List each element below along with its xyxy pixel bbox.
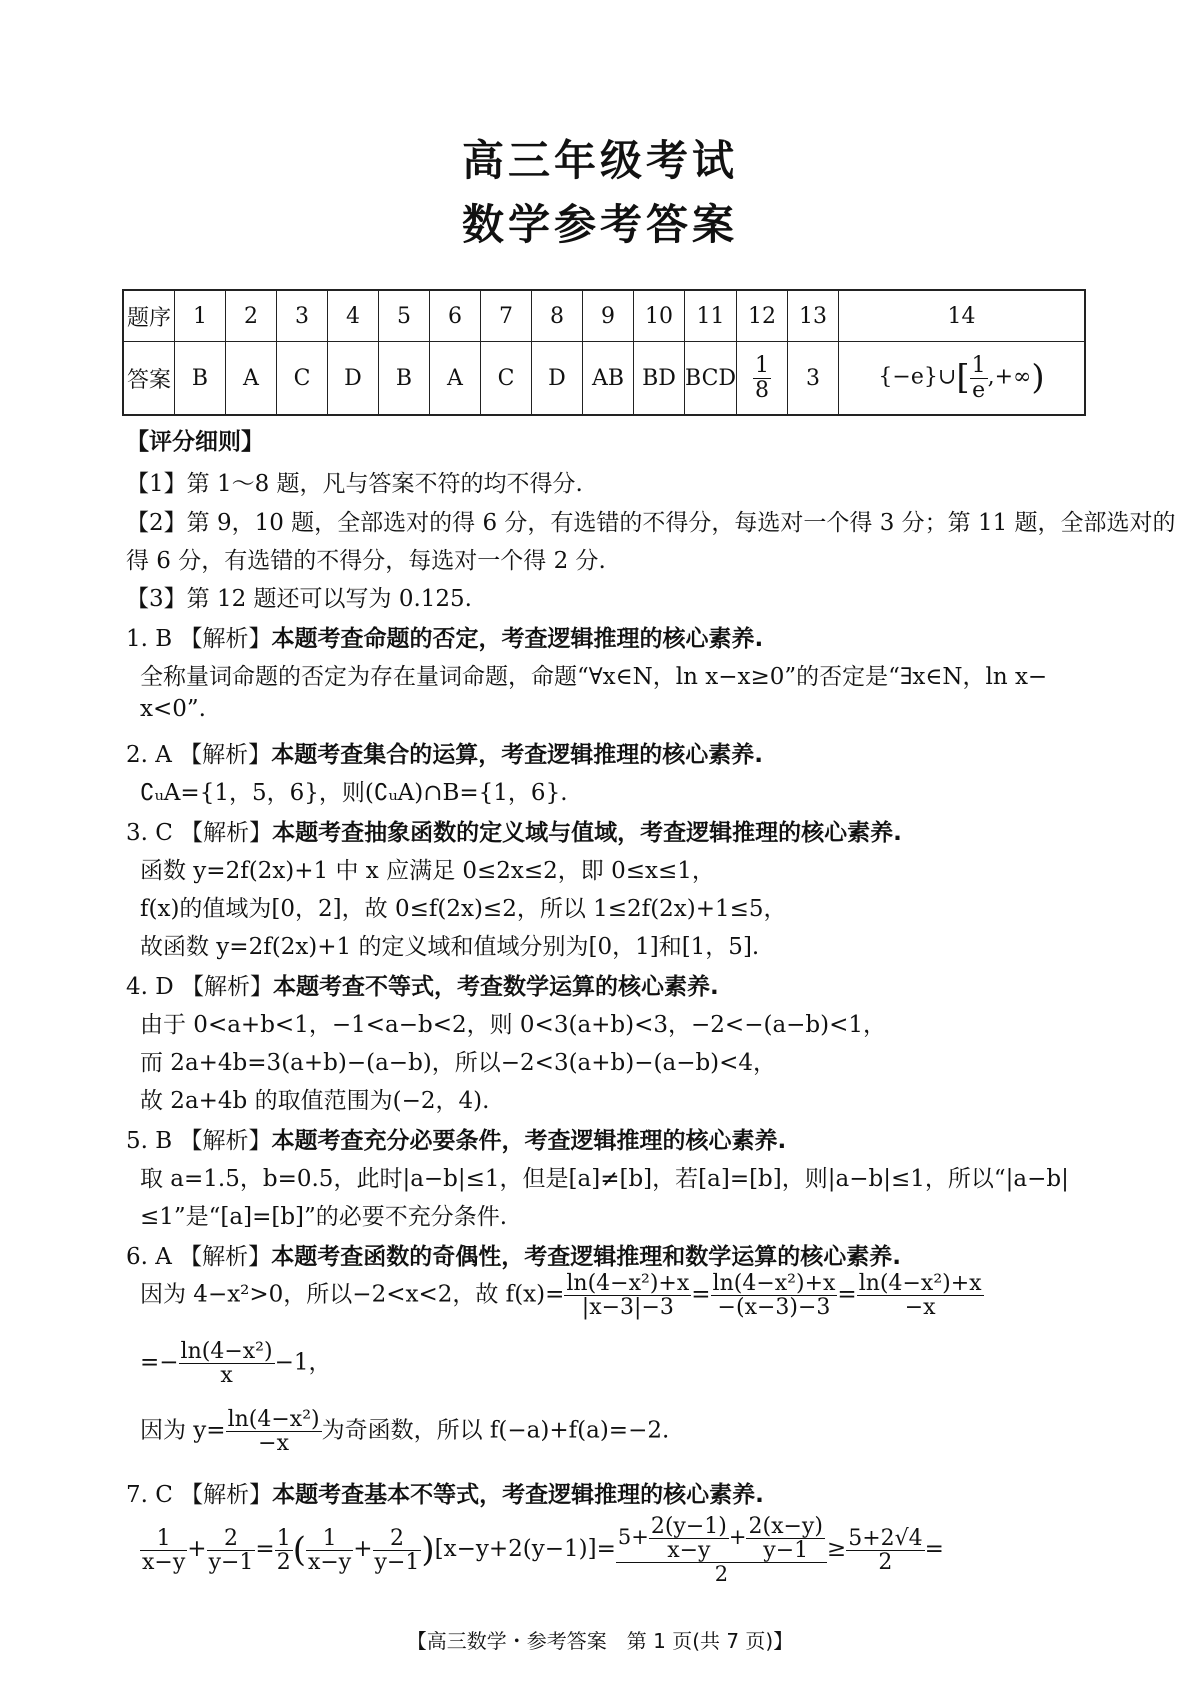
table-cell: 7 [481,290,532,342]
numerator: 2(y−1) [650,1514,727,1539]
equals-sign: = [837,1281,857,1308]
solution-summary: 本题考查函数的奇偶性，考查逻辑推理和数学运算的核心素养. [271,1244,901,1270]
solution-text: 取 a=1.5，b=0.5，此时|a−b|≤1，但是[a]≠[b]，若[a]=[b]，则|a−b|≤1，所以“|a−b| [140,1166,1069,1192]
solution-heading [126,1476,764,1509]
equation-line [140,1340,331,1387]
page-subtitle: 数学参考答案 [461,200,738,249]
denominator: x [220,1363,233,1389]
denominator: 2 [276,1549,291,1575]
equation-text: 因为 y= [140,1417,226,1444]
table-cell: 4 [328,290,379,342]
grading-rule: 得 6 分，有选错的不得分，每选对一个得 2 分. [126,548,606,574]
solution-text: 故 2a+4b 的取值范围为(−2，4). [140,1088,490,1114]
equation-text: −1， [274,1349,332,1376]
table-cell: C [277,342,328,416]
answer-text: ,+∞ [987,365,1032,390]
solution-heading [126,1238,901,1271]
table-cell: 14 [839,290,1085,342]
fraction [226,1408,322,1455]
solution-text: 而 2a+4b=3(a+b)−(a−b)，所以−2<3(a+b)−(a−b)<4， [140,1050,777,1076]
table-cell: D [328,342,379,416]
numerator: 5+2√4 [848,1525,923,1551]
solution-heading [126,814,902,847]
numerator: 2(x−y) [748,1514,823,1539]
denominator: x−y [667,1538,711,1564]
denominator: −x [258,1431,290,1457]
solution-label: 5. B 【解析】 [126,1128,272,1154]
fraction [373,1527,422,1574]
plus-sign: + [728,1525,747,1550]
denominator: −(x−3)−3 [717,1295,831,1321]
fraction [179,1340,275,1387]
table-cell: 10 [634,290,685,342]
table-cell: 5 [379,290,430,342]
plus-sign: + [353,1536,373,1563]
table-cell: 8 [532,290,583,342]
fraction [846,1527,924,1574]
table-cell: D [532,342,583,416]
paren: ( [292,1530,306,1571]
solution-heading [126,620,763,653]
numerator: ln(4−x²) [180,1339,273,1364]
solution-label: 4. D 【解析】 [126,974,274,1000]
solution-text: 函数 y=2f(2x)+1 中 x 应满足 0≤2x≤2，即 0≤x≤1， [140,858,715,884]
solution-heading [126,1122,786,1155]
table-row [123,290,1085,342]
solution-text: 故函数 y=2f(2x)+1 的定义域和值域分别为[0，1]和[1，5]. [140,934,760,960]
equals-sign: = [691,1281,711,1308]
fraction [746,1515,824,1562]
table-cell: 11 [685,290,737,342]
table-cell: 3 [788,342,839,416]
grading-rule: 【3】第 12 题还可以写为 0.125. [126,586,472,612]
table-cell: B [379,342,430,416]
grading-heading: 【评分细则】 [126,429,264,455]
solution-summary: 本题考查充分必要条件，考查逻辑推理的核心素养. [271,1128,787,1154]
table-cell: AB [583,342,634,416]
table-cell: A [226,342,277,416]
table-cell: {−e}∪[ $\frac{1}{e}$ ,+∞) [839,342,1085,416]
compound-fraction [616,1515,827,1585]
table-cell: BD [634,342,685,416]
denominator: x−y [142,1549,186,1575]
solution-summary: 本题考查不等式，考查数学运算的核心素养. [273,974,719,1000]
fraction [753,354,771,401]
numerator: 1 [276,1525,291,1551]
table-cell: A [430,342,481,416]
solution-summary: 本题考查基本不等式，考查逻辑推理的核心素养. [272,1482,764,1508]
numerator: 1 [140,1527,187,1551]
equation-text: [x−y+2(y−1)]= [434,1536,616,1563]
fraction [207,1527,256,1574]
table-cell [737,342,788,416]
solution-label: 6. A 【解析】 [126,1244,272,1270]
table-cell: 3 [277,290,328,342]
solution-text: f(x)的值域为[0，2]，故 0≤f(2x)≤2，所以 1≤2f(2x)+1≤5， [140,896,787,922]
equals-sign: = [924,1536,944,1563]
fraction [306,1527,353,1574]
solution-heading [126,736,763,769]
table-cell: 1 [175,290,226,342]
denominator: 8 [755,377,770,403]
table-cell: C [481,342,532,416]
denominator: e [972,377,986,403]
numerator: 2 [373,1527,422,1551]
denominator: y−1 [208,1549,254,1575]
numerator: ln(4−x²)+x [858,1271,982,1296]
fraction [275,1527,293,1574]
table-cell: 13 [788,290,839,342]
fraction [140,1527,187,1574]
solution-text: 由于 0<a+b<1，−1<a−b<2，则 0<3(a+b)<3，−2<−(a−b)<1， [140,1012,887,1038]
denominator: 2 [714,1562,729,1587]
solution-summary: 本题考查抽象函数的定义域与值域，考查逻辑推理的核心素养. [272,820,902,846]
table-header-cell: 题序 [123,290,175,342]
equation-text: 为奇函数，所以 f(−a)+f(a)=−2. [321,1417,670,1444]
equation-text: =− [140,1349,179,1376]
numerator: ln(4−x²)+x [712,1271,836,1296]
solution-heading [126,968,719,1001]
fraction [970,354,988,401]
fraction [857,1272,984,1319]
solution-text: 全称量词命题的否定为存在量词命题，命题“∀x∈N，ln x−x≥0”的否定是“∃x∈N，ln x− [140,664,1048,690]
solution-text: x<0”. [140,696,206,722]
table-cell: B [175,342,226,416]
solution-label: 7. C 【解析】 [126,1482,273,1508]
numerator: ln(4−x²)+x [566,1271,690,1296]
denominator: |x−3|−3 [581,1295,674,1321]
solution-summary: 本题考查集合的运算，考查逻辑推理的核心素养. [271,742,763,768]
plus-sign: + [187,1536,207,1563]
numerator: 1 [971,353,986,379]
equation-text: 因为 4−x²>0，所以−2<x<2，故 f(x)= [140,1281,565,1308]
solution-summary: 本题考查命题的否定，考查逻辑推理的核心素养. [271,626,764,652]
table-cell: 9 [583,290,634,342]
equals-sign: = [255,1536,275,1563]
grading-rule: 【2】第 9，10 题，全部选对的得 6 分，有选错的不得分，每选对一个得 3 分；第 11 题，全部选对的 [126,510,1176,536]
fraction [649,1515,729,1562]
equation-line [140,1515,944,1585]
solution-label: 1. B 【解析】 [126,626,272,652]
numerator: 2 [207,1527,256,1551]
paren: ) [421,1530,435,1571]
answer-text: {−e}∪ [878,365,957,390]
table-row [123,342,1085,416]
fraction [711,1272,838,1319]
table-cell: BCD [685,342,737,416]
table-cell: 12 [737,290,788,342]
page-footer: 【高三数学・参考答案 第 1 页(共 7 页)】 [406,1629,794,1653]
page-title: 高三年级考试 [461,136,738,185]
solution-text: ∁ᵤA={1，5，6}，则(∁ᵤA)∩B={1，6}. [140,780,568,806]
fraction [564,1272,691,1319]
denominator: 2 [878,1549,893,1575]
equation-line [140,1272,984,1319]
table-cell: 6 [430,290,481,342]
equation-text: 5+ [617,1525,649,1550]
denominator: y−1 [374,1549,420,1575]
solution-text: ≤1”是“[a]=[b]”的必要不充分条件. [140,1204,508,1230]
equation-line [140,1408,669,1455]
denominator: y−1 [763,1538,809,1564]
solution-label: 2. A 【解析】 [126,742,272,768]
solution-label: 3. C 【解析】 [126,820,273,846]
denominator: x−y [307,1549,352,1575]
denominator: −x [904,1295,936,1321]
numerator [616,1515,827,1563]
numerator: 1 [755,353,770,379]
answer-table [122,289,1086,416]
numerator: 1 [306,1527,353,1551]
ge-sign: ≥ [826,1536,847,1563]
table-header-cell: 答案 [123,342,175,416]
numerator: ln(4−x²) [227,1407,320,1432]
table-cell: 2 [226,290,277,342]
grading-rule: 【1】第 1～8 题，凡与答案不符的均不得分. [126,471,583,497]
